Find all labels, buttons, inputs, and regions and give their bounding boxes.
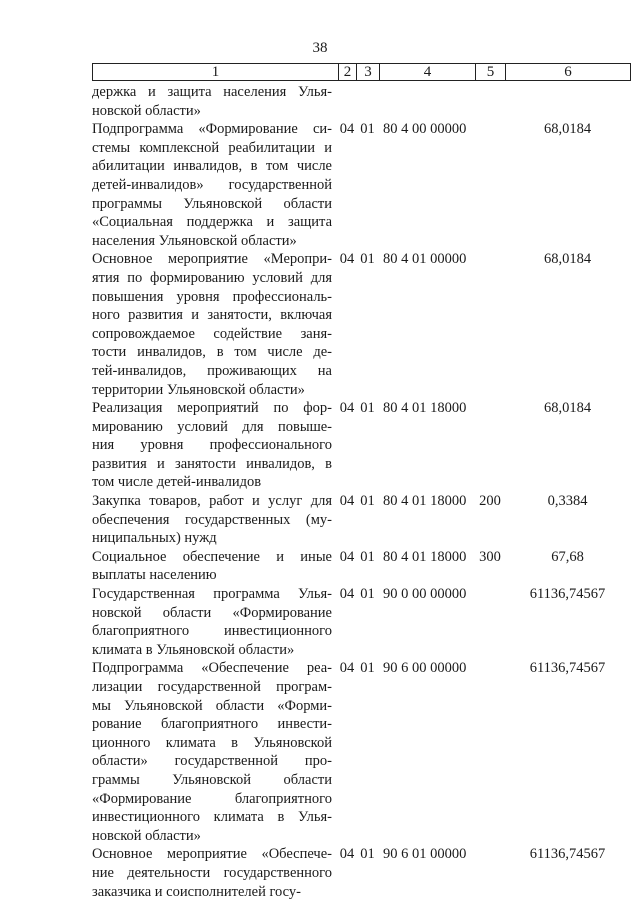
cell-c4 xyxy=(379,83,475,120)
row-name-line: детей-инвалидов» государственной xyxy=(92,176,332,193)
table-row xyxy=(92,83,630,120)
table-row xyxy=(92,585,630,659)
row-name-line: развития и занятости инвалидов, в xyxy=(92,455,332,472)
cell-c2: 04 xyxy=(339,400,355,417)
row-name-line: новской области» xyxy=(92,827,201,844)
cell-c3 xyxy=(356,83,379,120)
cell-c3: 01 xyxy=(360,846,375,863)
row-name-line: Социальное обеспечение и иные xyxy=(92,548,332,565)
cell-c4: 80 4 01 00000 xyxy=(383,251,467,268)
row-name-line: Основное мероприятие «Обеспече- xyxy=(92,846,332,863)
row-name xyxy=(92,548,338,585)
header-col-4: 4 xyxy=(380,64,476,81)
cell-c4: 90 6 00 00000 xyxy=(383,660,467,677)
row-name-line: Закупка товаров, работ и услуг для xyxy=(92,493,332,510)
cell-c5: 200 xyxy=(479,493,501,510)
cell-c3: 01 xyxy=(360,121,375,138)
row-name-line: программы Ульяновской области xyxy=(92,195,332,212)
table-row xyxy=(92,120,630,250)
row-name xyxy=(92,399,338,492)
budget-table xyxy=(92,83,630,901)
cell-c4: 90 6 01 00000 xyxy=(383,846,467,863)
cell-c6: 0,3384 xyxy=(547,493,588,510)
cell-c6: 61136,74567 xyxy=(529,660,606,677)
cell-c5 xyxy=(475,585,505,659)
cell-c6: 68,0184 xyxy=(543,121,592,138)
row-name-line: мированию условий для повыше- xyxy=(92,418,332,435)
row-name-line: «Формирование благоприятного xyxy=(92,790,332,807)
cell-c4: 80 4 01 18000 xyxy=(383,400,467,417)
row-name-line: Основное мероприятие «Меропри- xyxy=(92,251,332,268)
cell-c4: 80 4 01 18000 xyxy=(383,493,467,510)
cell-c6: 61136,74567 xyxy=(529,586,606,603)
header-col-6: 6 xyxy=(506,64,631,81)
row-name xyxy=(92,585,338,659)
cell-c2 xyxy=(338,83,356,120)
row-name xyxy=(92,845,338,901)
row-name-line: ятия по формированию условий для xyxy=(92,269,332,286)
row-name-line: благоприятного инвестиционного xyxy=(92,623,332,640)
row-name-line: рование благоприятного инвести- xyxy=(92,716,332,733)
row-name-line: климата в Ульяновской области» xyxy=(92,641,295,658)
row-name-line: заказчика и соисполнителей госу- xyxy=(92,883,301,900)
table-row xyxy=(92,659,630,845)
cell-c4: 80 4 01 18000 xyxy=(383,548,467,565)
row-name xyxy=(92,83,338,120)
row-name-line: инвестиционного климата в Улья- xyxy=(92,809,332,826)
row-name-line: граммы Ульяновской области xyxy=(92,771,332,788)
cell-c6: 68,0184 xyxy=(543,251,592,268)
cell-c2: 04 xyxy=(339,251,355,268)
cell-c2: 04 xyxy=(339,660,355,677)
row-name xyxy=(92,250,338,399)
cell-c6 xyxy=(505,83,630,120)
cell-c5 xyxy=(475,120,505,250)
row-name-line: стемы комплексной реабилитации и xyxy=(92,139,332,156)
row-name-line: том числе детей-инвалидов xyxy=(92,474,262,491)
row-name-line: тости инвалидов, в том числе де- xyxy=(92,344,332,361)
row-name-line: сопровождаемое содействие заня- xyxy=(92,325,332,342)
page-number: 38 xyxy=(312,40,328,56)
row-name-line: держка и защита населения Улья- xyxy=(92,84,332,100)
cell-c3: 01 xyxy=(360,548,375,565)
row-name-line: ниципальных) нужд xyxy=(92,530,217,547)
table-row xyxy=(92,845,630,901)
row-name-line: абилитации инвалидов, в том числе xyxy=(92,158,332,175)
header-col-5: 5 xyxy=(476,64,506,81)
cell-c5 xyxy=(475,399,505,492)
row-name-line: лизации государственной програм- xyxy=(92,679,332,695)
row-name-line: Реализация мероприятий по фор- xyxy=(92,400,332,417)
cell-c2: 04 xyxy=(339,493,355,510)
row-name-line: выплаты населению xyxy=(92,567,217,584)
row-name-line: территории Ульяновской области» xyxy=(92,381,305,398)
cell-c2: 04 xyxy=(339,548,355,565)
cell-c6: 67,68 xyxy=(551,548,584,565)
cell-c2: 04 xyxy=(339,846,355,863)
cell-c3: 01 xyxy=(360,586,375,603)
header-col-2: 2 xyxy=(339,64,357,81)
row-name-line: повышения уровня профессиональ- xyxy=(92,288,332,305)
cell-c3: 01 xyxy=(360,400,375,417)
row-name xyxy=(92,659,338,845)
row-name-line: ния уровня профессионального xyxy=(92,437,332,454)
row-name-line: новской области «Формирование xyxy=(92,604,332,621)
row-name-line: ного развития и занятости, включая xyxy=(92,307,332,324)
row-name-line: населения Ульяновской области» xyxy=(92,232,297,249)
row-name xyxy=(92,120,338,250)
table-row xyxy=(92,492,630,548)
cell-c4: 90 0 00 00000 xyxy=(383,586,467,603)
row-name-line: Подпрограмма «Обеспечение реа- xyxy=(92,660,332,677)
cell-c5 xyxy=(475,845,505,901)
table-row xyxy=(92,399,630,492)
row-name xyxy=(92,492,338,548)
cell-c3: 01 xyxy=(360,251,375,268)
cell-c5 xyxy=(475,83,505,120)
row-name-line: «Социальная поддержка и защита xyxy=(92,214,332,231)
cell-c2: 04 xyxy=(339,586,355,603)
cell-c2: 04 xyxy=(339,121,355,138)
cell-c5 xyxy=(475,659,505,845)
table-row xyxy=(92,548,630,585)
row-name-line: новской области» xyxy=(92,102,201,119)
cell-c5 xyxy=(475,250,505,399)
row-name-line: мы Ульяновской области «Форми- xyxy=(92,697,332,714)
row-name-line: тей-инвалидов, проживающих на xyxy=(92,362,332,379)
header-col-1: 1 xyxy=(93,64,339,81)
row-name-line: ние деятельности государственного xyxy=(92,864,332,881)
cell-c5: 300 xyxy=(479,548,501,565)
cell-c3: 01 xyxy=(360,493,375,510)
column-header-row xyxy=(93,64,631,81)
row-name-line: Подпрограмма «Формирование си- xyxy=(92,121,332,138)
row-name-line: Государственная программа Улья- xyxy=(92,586,332,603)
row-name-line: обеспечения государственных (му- xyxy=(92,511,332,528)
cell-c4: 80 4 00 00000 xyxy=(383,121,467,138)
row-name-line: области» государственной про- xyxy=(92,753,332,770)
header-col-3: 3 xyxy=(357,64,380,81)
row-name-line: ционного климата в Ульяновской xyxy=(92,734,332,751)
cell-c6: 61136,74567 xyxy=(529,846,606,863)
column-header-table xyxy=(92,63,631,81)
cell-c3: 01 xyxy=(360,660,375,677)
cell-c6: 68,0184 xyxy=(543,400,592,417)
table-row xyxy=(92,250,630,399)
